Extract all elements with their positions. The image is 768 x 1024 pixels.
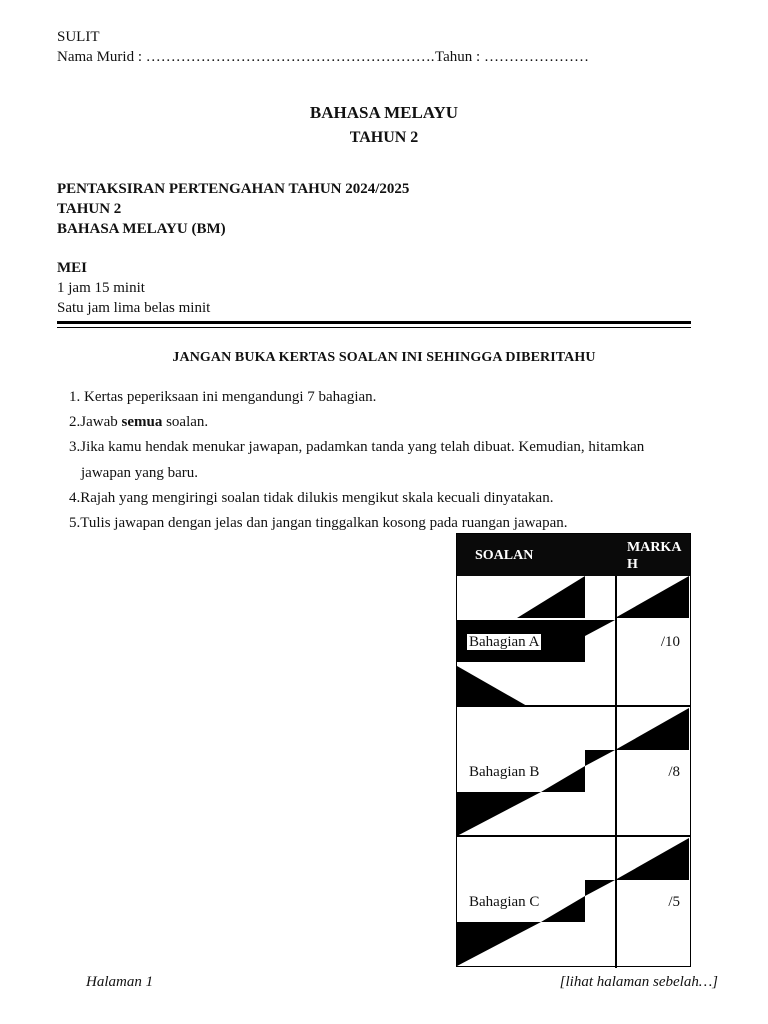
marks-table [456,533,691,967]
divider-thick [57,321,691,324]
page-number: Halaman 1 [86,974,154,990]
header-marks-line2: H [627,557,638,572]
section-c-label [467,893,541,911]
instruction-2-prefix: 2.Jawab [69,414,122,430]
exam-name: PENTAKSIRAN PERTENGAHAN TAHUN 2024/2025 [57,181,410,197]
exam-duration-words: Satu jam lima belas minit [57,300,211,316]
header-marks-line1: MARKA [627,540,682,555]
next-page-note: [lihat halaman sebelah…] [559,974,718,990]
section-a-marks: /10 [660,634,680,650]
instruction-2 [69,412,208,432]
section-b-text: Bahagian B [469,764,540,780]
instruction-2-emphasis: semua [121,414,163,430]
subject-title: BAHASA MELAYU [309,103,459,122]
section-b-label [467,763,541,781]
row-divider-b-c [457,835,690,837]
section-c-marks: /5 [668,894,680,910]
exam-duration: 1 jam 15 minit [57,280,145,296]
warning-text: JANGAN BUKA KERTAS SOALAN INI SEHINGGA DIBERITAHU [172,350,596,365]
student-name-line: Nama Murid : …………………………………………………. [57,49,435,65]
instruction-4: 4.Rajah yang mengiringi soalan tidak dilukis mengikut skala kecuali dinyatakan. [69,490,554,506]
section-a-label [467,633,541,651]
section-c-text: Bahagian C [469,894,540,910]
instruction-5: 5.Tulis jawapan dengan jelas dan jangan tinggalkan kosong pada ruangan jawapan. [69,515,568,531]
instruction-3: 3.Jika kamu hendak menukar jawapan, padamkan tanda yang telah dibuat. Kemudian, hitamkan [69,439,645,455]
instruction-3-continued: jawapan yang baru. [81,465,199,481]
classification-label: SULIT [57,29,100,45]
exam-grade: TAHUN 2 [57,201,122,217]
marks-table-header [457,534,690,576]
exam-subject: BAHASA MELAYU (BM) [57,221,226,237]
column-divider [615,576,617,968]
instruction-2-suffix: soalan. [162,414,209,430]
section-a-text: Bahagian A [469,634,540,650]
row-divider-a-b [457,705,690,707]
grade-title: TAHUN 2 [349,129,419,146]
divider-thin [57,327,691,328]
header-question: SOALAN [475,548,534,563]
section-b-marks: /8 [668,764,680,780]
instruction-1: 1. Kertas peperiksaan ini mengandungi 7 bahagian. [69,389,377,405]
year-line: Tahun : ………………… [435,49,589,65]
exam-month: MEI [57,260,87,276]
